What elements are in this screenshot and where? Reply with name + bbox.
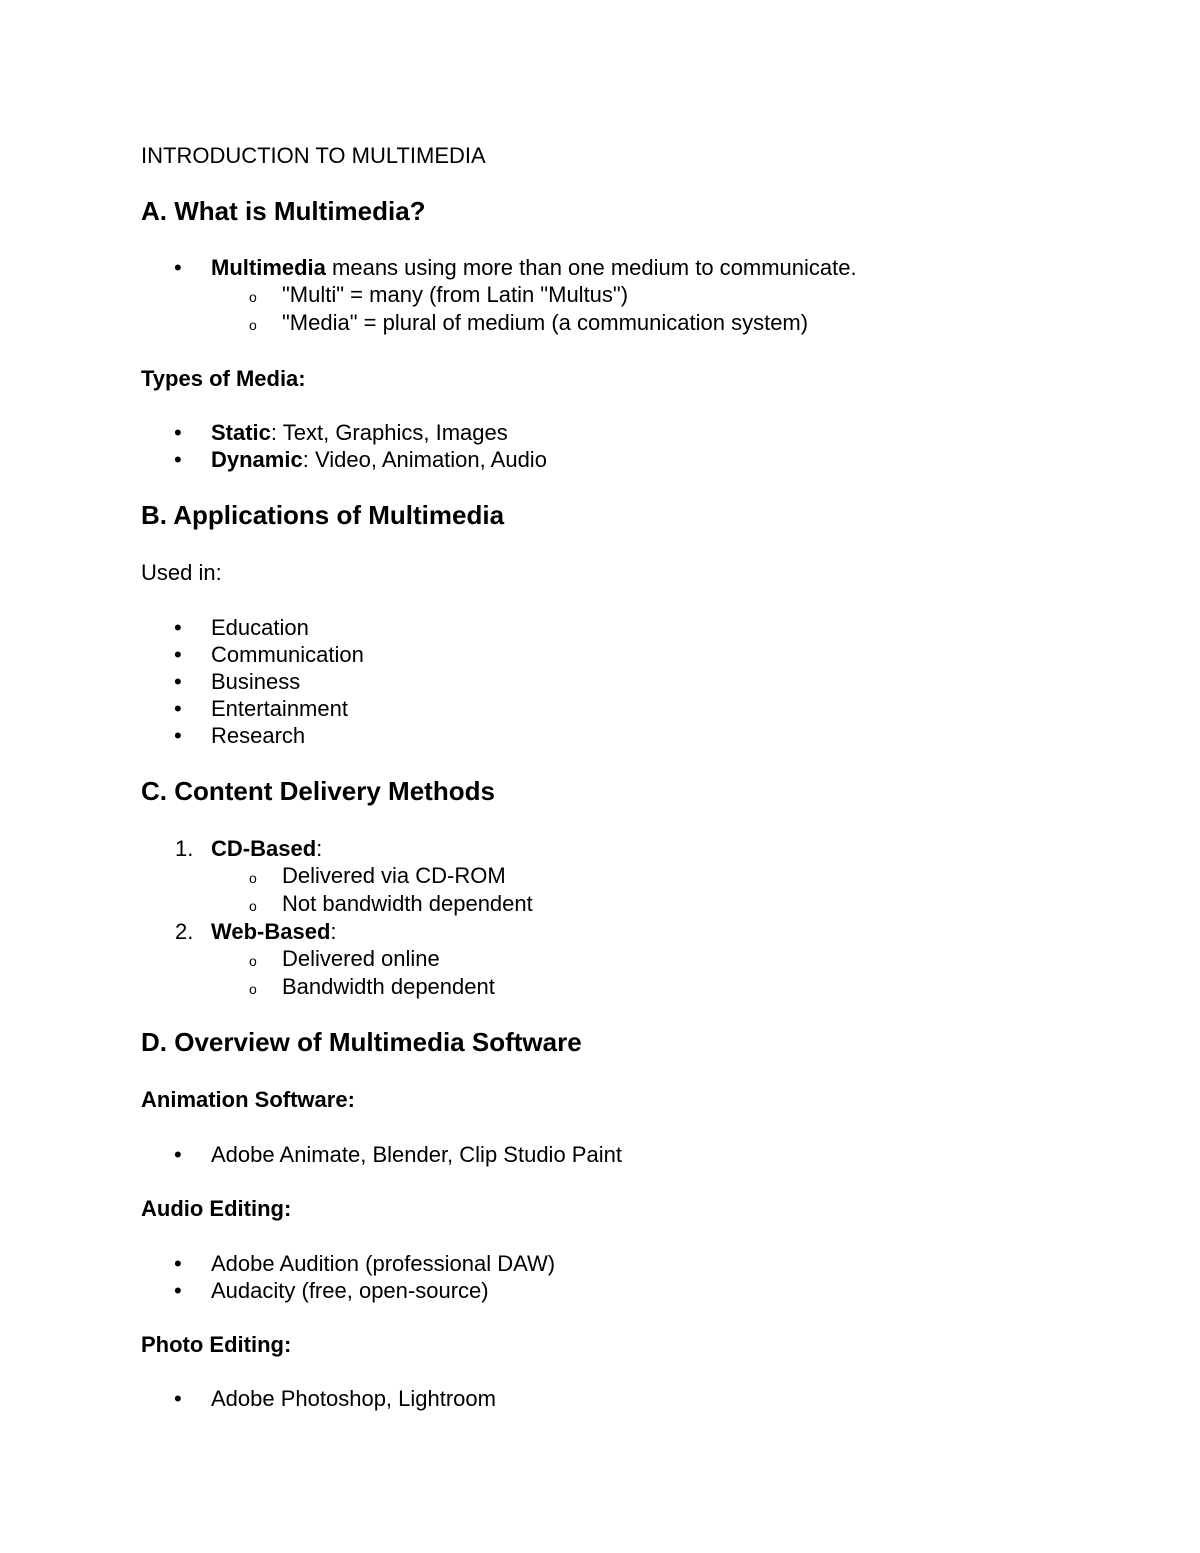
bullet-marker: • — [174, 723, 182, 748]
delivery-method-colon: : — [330, 919, 337, 944]
list-item: Adobe Audition (professional DAW) — [211, 1251, 556, 1276]
sub-item: Delivered via CD-ROM — [282, 863, 506, 888]
sub-item: Bandwidth dependent — [282, 974, 495, 999]
sub-item-media: "Media" = plural of medium (a communication system) — [282, 310, 809, 335]
media-type-label: Static — [211, 420, 271, 445]
bullet-marker: • — [174, 1386, 182, 1411]
list-number: 2. — [175, 919, 194, 944]
sub-item: Delivered online — [282, 946, 440, 971]
list-item: Business — [211, 669, 301, 694]
multimedia-definition-text: means using more than one medium to communicate. — [325, 255, 857, 280]
delivery-method-label: Web-Based — [211, 919, 331, 944]
multimedia-definition — [211, 255, 857, 281]
media-type-examples: : Video, Animation, Audio — [302, 447, 547, 472]
animation-software-heading: Animation Software: — [141, 1087, 355, 1112]
document-title: INTRODUCTION TO MULTIMEDIA — [141, 143, 486, 168]
media-type-label: Dynamic — [211, 447, 303, 472]
media-type-examples: : Text, Graphics, Images — [270, 420, 508, 445]
bullet-marker: • — [174, 615, 182, 640]
bullet-marker: • — [174, 255, 182, 280]
list-item: Communication — [211, 642, 364, 667]
section-a-heading: A. What is Multimedia? — [141, 196, 426, 226]
bullet-marker: • — [174, 642, 182, 667]
list-item: Adobe Animate, Blender, Clip Studio Paint — [211, 1142, 622, 1167]
bullet-marker: • — [174, 696, 182, 721]
media-type-dynamic — [211, 447, 547, 473]
bullet-marker: • — [174, 1142, 182, 1167]
bullet-marker: • — [174, 1278, 182, 1303]
list-number: 1. — [175, 836, 194, 861]
section-d-heading: D. Overview of Multimedia Software — [141, 1027, 582, 1057]
used-in-label: Used in: — [141, 560, 222, 585]
sub-bullet-marker: o — [249, 317, 257, 333]
sub-bullet-marker: o — [249, 289, 257, 305]
section-b-heading: B. Applications of Multimedia — [141, 500, 505, 530]
bullet-marker: • — [174, 447, 182, 472]
bullet-marker: • — [174, 1251, 182, 1276]
list-item: Education — [211, 615, 309, 640]
types-of-media-heading: Types of Media: — [141, 366, 306, 391]
sub-item-multi: "Multi" = many (from Latin "Multus") — [282, 282, 629, 307]
photo-editing-heading: Photo Editing: — [141, 1332, 292, 1357]
delivery-method-label: CD-Based — [211, 836, 317, 861]
multimedia-term: Multimedia — [211, 255, 326, 280]
section-c-heading: C. Content Delivery Methods — [141, 776, 495, 806]
sub-bullet-marker: o — [249, 898, 257, 914]
sub-item: Not bandwidth dependent — [282, 891, 533, 916]
sub-bullet-marker: o — [249, 953, 257, 969]
bullet-marker: • — [174, 669, 182, 694]
audio-editing-heading: Audio Editing: — [141, 1196, 292, 1221]
sub-bullet-marker: o — [249, 870, 257, 886]
list-item: Entertainment — [211, 696, 348, 721]
delivery-method-web — [211, 919, 337, 945]
bullet-marker: • — [174, 420, 182, 445]
media-type-static — [211, 420, 508, 446]
list-item: Adobe Photoshop, Lightroom — [211, 1386, 496, 1411]
delivery-method-cd — [211, 836, 322, 862]
delivery-method-colon: : — [316, 836, 323, 861]
sub-bullet-marker: o — [249, 981, 257, 997]
list-item: Research — [211, 723, 306, 748]
list-item: Audacity (free, open-source) — [211, 1278, 489, 1303]
